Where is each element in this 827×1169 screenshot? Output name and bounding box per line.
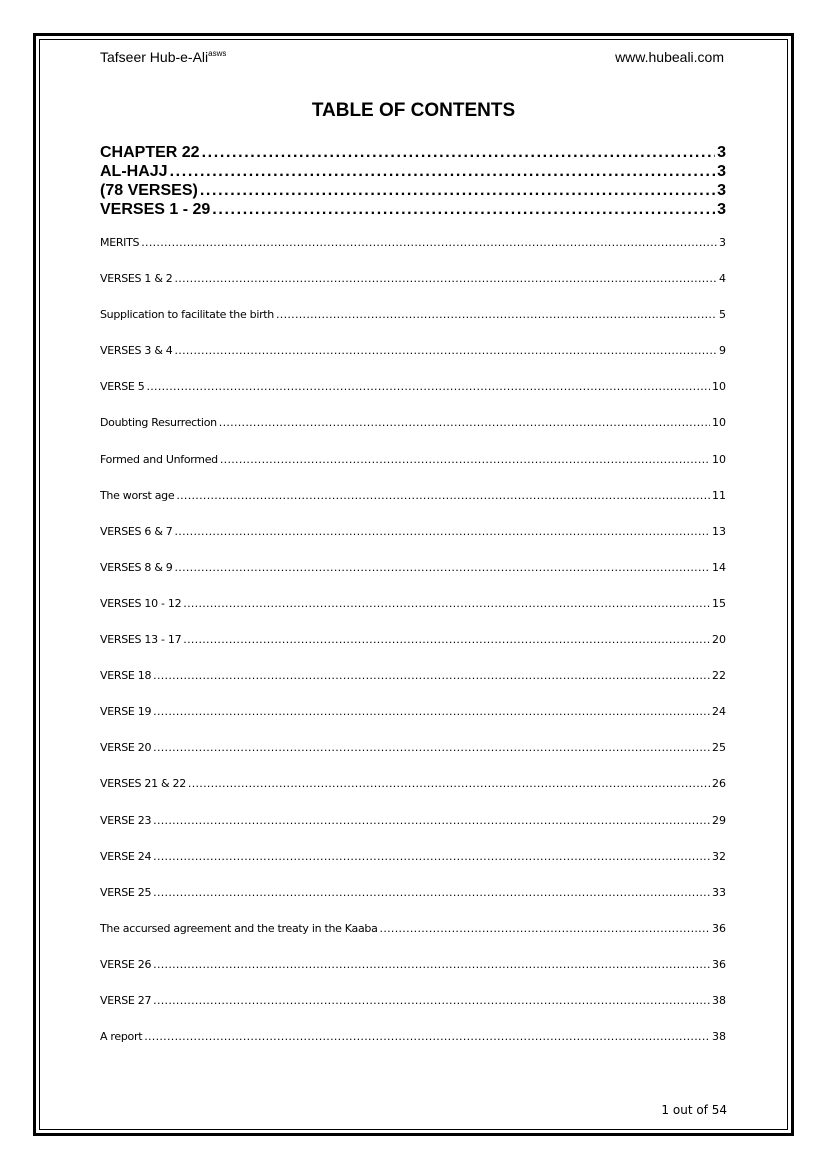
toc-entry[interactable] bbox=[100, 814, 726, 850]
toc-entry-label: VERSES 1 & 2 bbox=[100, 272, 173, 286]
page-number: 1 out of 54 bbox=[661, 1103, 727, 1117]
toc-entry[interactable] bbox=[100, 380, 726, 416]
toc-entry[interactable] bbox=[100, 236, 726, 272]
toc-entry-page: 26 bbox=[712, 777, 726, 791]
toc-entry-page: 11 bbox=[712, 488, 726, 502]
toc-dot-leader bbox=[183, 597, 710, 611]
toc-entry-label: VERSE 23 bbox=[100, 813, 152, 827]
toc-dot-leader bbox=[170, 162, 716, 181]
toc-dot-leader bbox=[202, 143, 716, 162]
toc-dot-leader bbox=[188, 777, 710, 791]
toc-entry-label: VERSE 26 bbox=[100, 957, 152, 971]
toc-entry-page: 5 bbox=[719, 308, 726, 322]
toc-entry-label: VERSE 27 bbox=[100, 993, 152, 1007]
toc-entry[interactable] bbox=[100, 272, 726, 308]
toc-entry[interactable] bbox=[100, 308, 726, 344]
toc-entry-label: Doubting Resurrection bbox=[100, 416, 217, 430]
toc-entry[interactable] bbox=[100, 886, 726, 922]
toc-entry-label: Formed and Unformed bbox=[100, 452, 218, 466]
toc-entry-label: VERSES 21 & 22 bbox=[100, 777, 186, 791]
toc-dot-leader bbox=[175, 561, 711, 575]
header-title-superscript: asws bbox=[208, 49, 227, 58]
toc-entry-page: 25 bbox=[712, 741, 726, 755]
toc-entry-label: AL-HAJJ bbox=[100, 163, 168, 180]
toc-entry-page: 14 bbox=[712, 560, 726, 574]
toc-dot-leader bbox=[219, 416, 710, 430]
toc-entry-label: (78 VERSES) bbox=[100, 182, 198, 199]
toc-entry[interactable] bbox=[100, 958, 726, 994]
toc-entry-label: VERSES 13 - 17 bbox=[100, 633, 182, 647]
toc-entry[interactable] bbox=[100, 669, 726, 705]
page-title: TABLE OF CONTENTS bbox=[311, 100, 516, 121]
toc-dot-leader bbox=[146, 380, 710, 394]
toc-entry-page: 20 bbox=[712, 633, 726, 647]
toc-entries bbox=[100, 236, 726, 1066]
toc-entry[interactable] bbox=[100, 994, 726, 1030]
toc-entry[interactable] bbox=[100, 1030, 726, 1066]
toc-entry-page: 36 bbox=[712, 921, 726, 935]
toc-entry-page: 3 bbox=[717, 201, 726, 218]
toc-dot-leader bbox=[175, 344, 718, 358]
toc-entry-page: 36 bbox=[712, 957, 726, 971]
toc-entry[interactable] bbox=[100, 200, 726, 219]
toc-entry[interactable] bbox=[100, 922, 726, 958]
header-title bbox=[100, 49, 226, 65]
toc-entry[interactable] bbox=[100, 633, 726, 669]
toc-dot-leader bbox=[144, 1030, 710, 1044]
toc-entry[interactable] bbox=[100, 453, 726, 489]
toc-entry[interactable] bbox=[100, 162, 726, 181]
toc-dot-leader bbox=[153, 850, 710, 864]
toc-dot-leader bbox=[220, 453, 710, 467]
toc-dot-leader bbox=[153, 958, 710, 972]
toc-entry-label: VERSE 19 bbox=[100, 705, 152, 719]
toc-entry[interactable] bbox=[100, 143, 726, 162]
toc-dot-leader bbox=[153, 886, 710, 900]
toc-entry-label: VERSE 24 bbox=[100, 849, 152, 863]
toc-entry-page: 10 bbox=[712, 416, 726, 430]
toc-entry[interactable] bbox=[100, 561, 726, 597]
toc-dot-leader bbox=[153, 814, 710, 828]
toc-entry[interactable] bbox=[100, 850, 726, 886]
toc-entry-page: 3 bbox=[717, 182, 726, 199]
toc-entry[interactable] bbox=[100, 416, 726, 452]
toc-entry-label: The accursed agreement and the treaty in the Kaaba bbox=[100, 921, 378, 935]
toc-entry-page: 15 bbox=[712, 596, 726, 610]
toc-dot-leader bbox=[380, 922, 710, 936]
toc-entry-page: 24 bbox=[712, 705, 726, 719]
toc-entry[interactable] bbox=[100, 489, 726, 525]
toc-dot-leader bbox=[141, 236, 717, 250]
toc-dot-leader bbox=[212, 200, 715, 219]
toc-entry-label: VERSE 18 bbox=[100, 669, 152, 683]
toc-entry-label: MERITS bbox=[100, 236, 140, 249]
toc-entry-page: 3 bbox=[717, 144, 726, 161]
toc-entry-label: VERSE 25 bbox=[100, 885, 152, 899]
toc-entry-page: 22 bbox=[712, 669, 726, 683]
toc-entry-page: 38 bbox=[712, 993, 726, 1007]
toc-entry-page: 10 bbox=[712, 452, 726, 466]
toc-entry-label: Supplication to facilitate the birth bbox=[100, 308, 274, 322]
toc-entry-label: A report bbox=[100, 1030, 143, 1044]
toc-entry[interactable] bbox=[100, 181, 726, 200]
toc-entry-label: VERSE 5 bbox=[100, 380, 145, 394]
toc-entry[interactable] bbox=[100, 597, 726, 633]
toc-entry-page: 29 bbox=[712, 813, 726, 827]
toc-entry[interactable] bbox=[100, 344, 726, 380]
toc-entry[interactable] bbox=[100, 525, 726, 561]
toc-entry-page: 32 bbox=[712, 849, 726, 863]
toc-major-entries bbox=[100, 143, 726, 219]
toc-dot-leader bbox=[153, 741, 710, 755]
toc-entry-page: 3 bbox=[719, 236, 726, 249]
toc-dot-leader bbox=[175, 272, 718, 286]
toc-entry-page: 3 bbox=[717, 163, 726, 180]
toc-entry-label: VERSES 10 - 12 bbox=[100, 596, 182, 610]
toc-entry-label: VERSES 1 - 29 bbox=[100, 201, 211, 218]
toc-dot-leader bbox=[183, 633, 710, 647]
toc-entry-page: 4 bbox=[719, 272, 726, 286]
toc-dot-leader bbox=[153, 669, 710, 683]
toc-entry-label: VERSE 20 bbox=[100, 741, 152, 755]
toc-dot-leader bbox=[153, 705, 710, 719]
toc-dot-leader bbox=[175, 525, 711, 539]
toc-entry[interactable] bbox=[100, 741, 726, 777]
header-website: www.hubeali.com bbox=[615, 49, 724, 65]
toc-dot-leader bbox=[153, 994, 710, 1008]
toc-dot-leader bbox=[176, 489, 710, 503]
toc-entry-label: The worst age bbox=[100, 488, 175, 502]
toc-entry[interactable] bbox=[100, 705, 726, 741]
toc-entry-page: 13 bbox=[712, 524, 726, 538]
toc-dot-leader bbox=[276, 308, 717, 322]
toc-entry-label: CHAPTER 22 bbox=[100, 144, 200, 161]
header-title-text: Tafseer Hub-e-Ali bbox=[100, 49, 209, 65]
toc-entry-page: 9 bbox=[719, 344, 726, 358]
toc-dot-leader bbox=[200, 181, 715, 200]
toc-entry-page: 33 bbox=[712, 885, 726, 899]
toc-entry-label: VERSES 3 & 4 bbox=[100, 344, 173, 358]
toc-entry-label: VERSES 6 & 7 bbox=[100, 524, 173, 538]
toc-entry-label: VERSES 8 & 9 bbox=[100, 560, 173, 574]
toc-entry-page: 38 bbox=[712, 1030, 726, 1044]
toc-entry-page: 10 bbox=[712, 380, 726, 394]
toc-entry[interactable] bbox=[100, 777, 726, 813]
